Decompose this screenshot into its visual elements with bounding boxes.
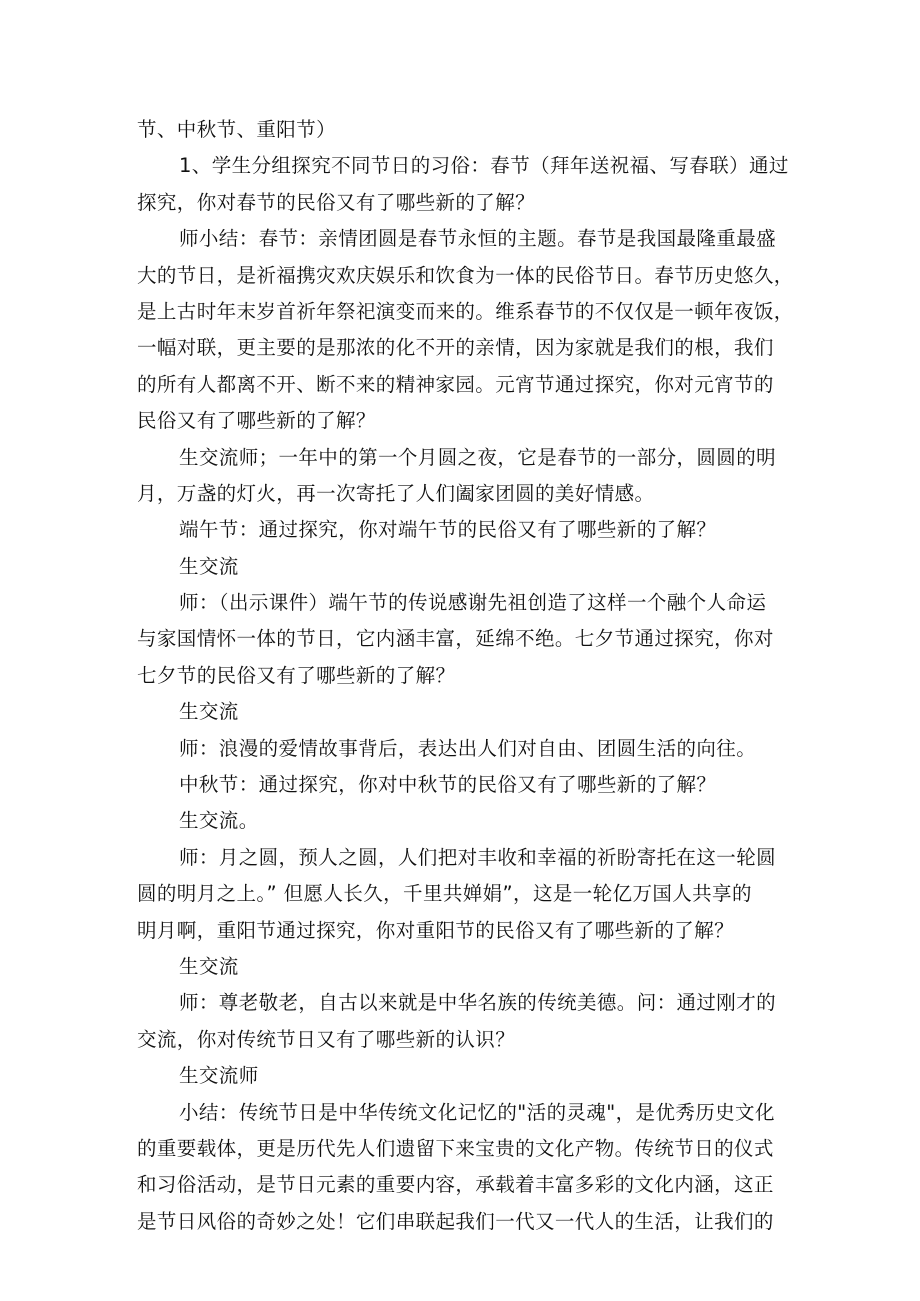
- text-line: 是节日风俗的奇妙之处！它们串联起我们一代又一代人的生活，让我们的: [137, 1209, 774, 1233]
- document-body: [137, 112, 794, 1240]
- text-line: 圆的明月之上。” 但愿人长久，千里共婵娟”，这是一轮亿万国人共享的: [137, 882, 752, 906]
- text-line: 民俗又有了哪些新的了解？: [137, 409, 376, 433]
- text-line: 节、中秋节、重阳节）: [137, 118, 337, 141]
- text-line: 的所有人都离不开、断不来的精神家园。元宵节通过探究，你对元宵节的: [137, 372, 774, 396]
- text-line: 的重要载体，更是历代先人们遗留下来宝贵的文化产物。传统节日的仪式: [137, 1136, 774, 1160]
- text-line: 师：（出示课件）端午节的传说感谢先祖创造了这样一个融个人命运: [179, 591, 767, 615]
- text-line: 小结：传统节日是中华传统文化记忆的"活的灵魂"，是优秀历史文化: [179, 1100, 775, 1124]
- text-line: 和习俗活动，是节日元素的重要内容，承载着丰富多彩的文化内涵，这正: [137, 1173, 774, 1197]
- text-line: 1、学生分组探究不同节日的习俗：春节（拜年送祝福、写春联）通过: [179, 154, 789, 178]
- text-line: 端午节：通过探究，你对端午节的民俗又有了哪些新的了解？: [179, 518, 717, 542]
- text-line: 交流，你对传统节日又有了哪些新的认识？: [137, 1027, 516, 1051]
- text-line: 明月啊，重阳节通过探究，你对重阳节的民俗又有了哪些新的了解？: [137, 918, 735, 942]
- text-line: 是上古时年末岁首祈年祭祀演变而来的。维系春节的不仅仅是一顿年夜饭，: [137, 299, 794, 323]
- text-line: 生交流师；一年中的第一个月圆之夜，它是春节的一部分，圆圆的明: [179, 445, 777, 469]
- text-line: 与家国情怀一体的节日，它内涵丰富，延绵不绝。七夕节通过探究，你对: [137, 627, 774, 651]
- text-line: 师小结：春节：亲情团圆是春节永恒的主题。春节是我国最隆重最盛: [179, 227, 777, 251]
- text-line: 生交流: [179, 554, 239, 578]
- text-line: 月，万盏的灯火，再一次寄托了人们阖家团圆的美好情感。: [137, 481, 655, 505]
- text-line: 师：尊老敬老，自古以来就是中华名族的传统美德。问：通过刚才的: [179, 991, 777, 1015]
- text-line: 七夕节的民俗又有了哪些新的了解？: [137, 663, 456, 687]
- text-line: 中秋节：通过探究，你对中秋节的民俗又有了哪些新的了解？: [179, 773, 717, 797]
- text-line: 生交流。: [179, 809, 259, 833]
- text-line: 大的节日，是祈福携灾欢庆娱乐和饮食为一体的民俗节日。春节历史悠久，: [137, 263, 794, 287]
- text-line: 师：月之圆，预人之圆，人们把对丰收和幸福的祈盼寄托在这一轮圆: [179, 845, 777, 869]
- text-line: 探究，你对春节的民俗又有了哪些新的了解？: [137, 190, 536, 214]
- text-line: 生交流: [179, 954, 239, 978]
- text-line: 生交流师: [179, 1064, 259, 1088]
- text-line: 生交流: [179, 700, 239, 724]
- text-line: 师：浪漫的爱情故事背后，表达出人们对自由、团圆生活的向往。: [179, 736, 757, 760]
- text-line: 一幅对联，更主要的是那浓的化不开的亲情，因为家就是我们的根，我们: [137, 336, 774, 360]
